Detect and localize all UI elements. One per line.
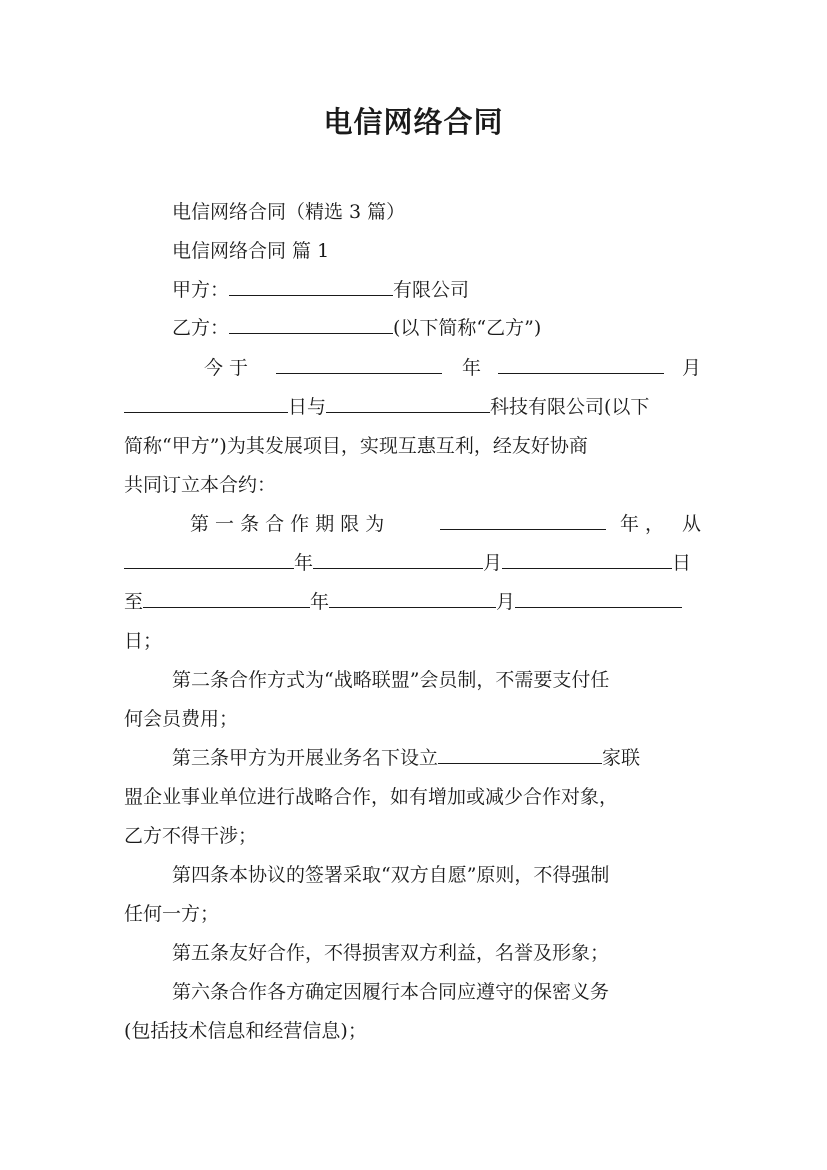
article-2-line2: 何会员费用；: [124, 708, 239, 730]
article-1-start-date: [124, 551, 691, 575]
opening-yue: 月: [682, 357, 702, 379]
document-title: 电信网络合同: [323, 105, 504, 139]
start-month-label: 月: [483, 552, 503, 574]
end-month-label: 月: [496, 591, 516, 613]
article-3-line1: [172, 746, 640, 770]
article-1-end-date: [124, 590, 682, 614]
party-a-suffix: 有限公司: [393, 279, 470, 301]
article-2-line1: 第二条合作方式为“战略联盟”会员制，不需要支付任: [172, 669, 610, 691]
article-3-line3: 乙方不得干涉；: [124, 825, 258, 847]
opening-jin-yu: 今 于: [204, 357, 249, 379]
party-a-line: [172, 278, 469, 302]
article-1-text: 第 一 条 合 作 期 限 为: [190, 513, 385, 535]
document-subtitle: 电信网络合同（精选 3 篇）: [172, 201, 406, 223]
opening-year-blank: [276, 356, 442, 380]
party-b-line: [172, 316, 541, 340]
start-year-label: 年: [294, 552, 314, 574]
party-b-suffix: (以下简称“乙方”): [393, 317, 542, 339]
article-3-suffix: 家联: [602, 747, 641, 769]
article-3-blank: [438, 746, 602, 764]
company-name-blank: [326, 395, 490, 413]
article-5-line1: 第五条友好合作，不得损害双方利益，名誉及形象；: [172, 942, 610, 964]
end-year-label: 年: [310, 591, 330, 613]
start-day-label: 日: [672, 552, 692, 574]
article-1-years-blank: [440, 512, 606, 536]
section-heading: 电信网络合同 篇 1: [172, 240, 330, 262]
party-b-name-blank: [229, 316, 393, 334]
opening-line4: 共同订立本合约：: [124, 474, 277, 496]
article-4-line1: 第四条本协议的签署采取“双方自愿”原则，不得强制: [172, 864, 610, 886]
article-3-line2: 盟企业事业单位进行战略合作，如有增加或减少合作对象，: [124, 786, 619, 808]
opening-line3: 简称“甲方”)为其发展项目，实现互惠互利，经友好协商: [124, 435, 588, 457]
article-4-line2: 任何一方；: [124, 903, 220, 925]
opening-month-blank: [498, 356, 664, 380]
party-a-label: 甲方：: [172, 279, 230, 301]
article-1-cong: 从: [682, 513, 702, 535]
opening-company: 科技有限公司(以下: [490, 396, 650, 418]
opening-day-blank: [124, 395, 288, 413]
party-a-name-blank: [229, 278, 393, 296]
article-6-line2: (包括技术信息和经营信息)；: [124, 1020, 367, 1042]
article-1-end: 日；: [124, 630, 163, 652]
opening-line2: [124, 395, 649, 419]
article-1-nian: 年 ，: [620, 513, 665, 535]
end-to-label: 至: [124, 591, 144, 613]
party-b-label: 乙方：: [172, 317, 230, 339]
article-3-text: 第三条甲方为开展业务名下设立: [172, 747, 439, 769]
opening-nian: 年: [462, 357, 482, 379]
opening-ri-yu: 日与: [288, 396, 327, 418]
article-6-line1: 第六条合作各方确定因履行本合同应遵守的保密义务: [172, 981, 610, 1003]
